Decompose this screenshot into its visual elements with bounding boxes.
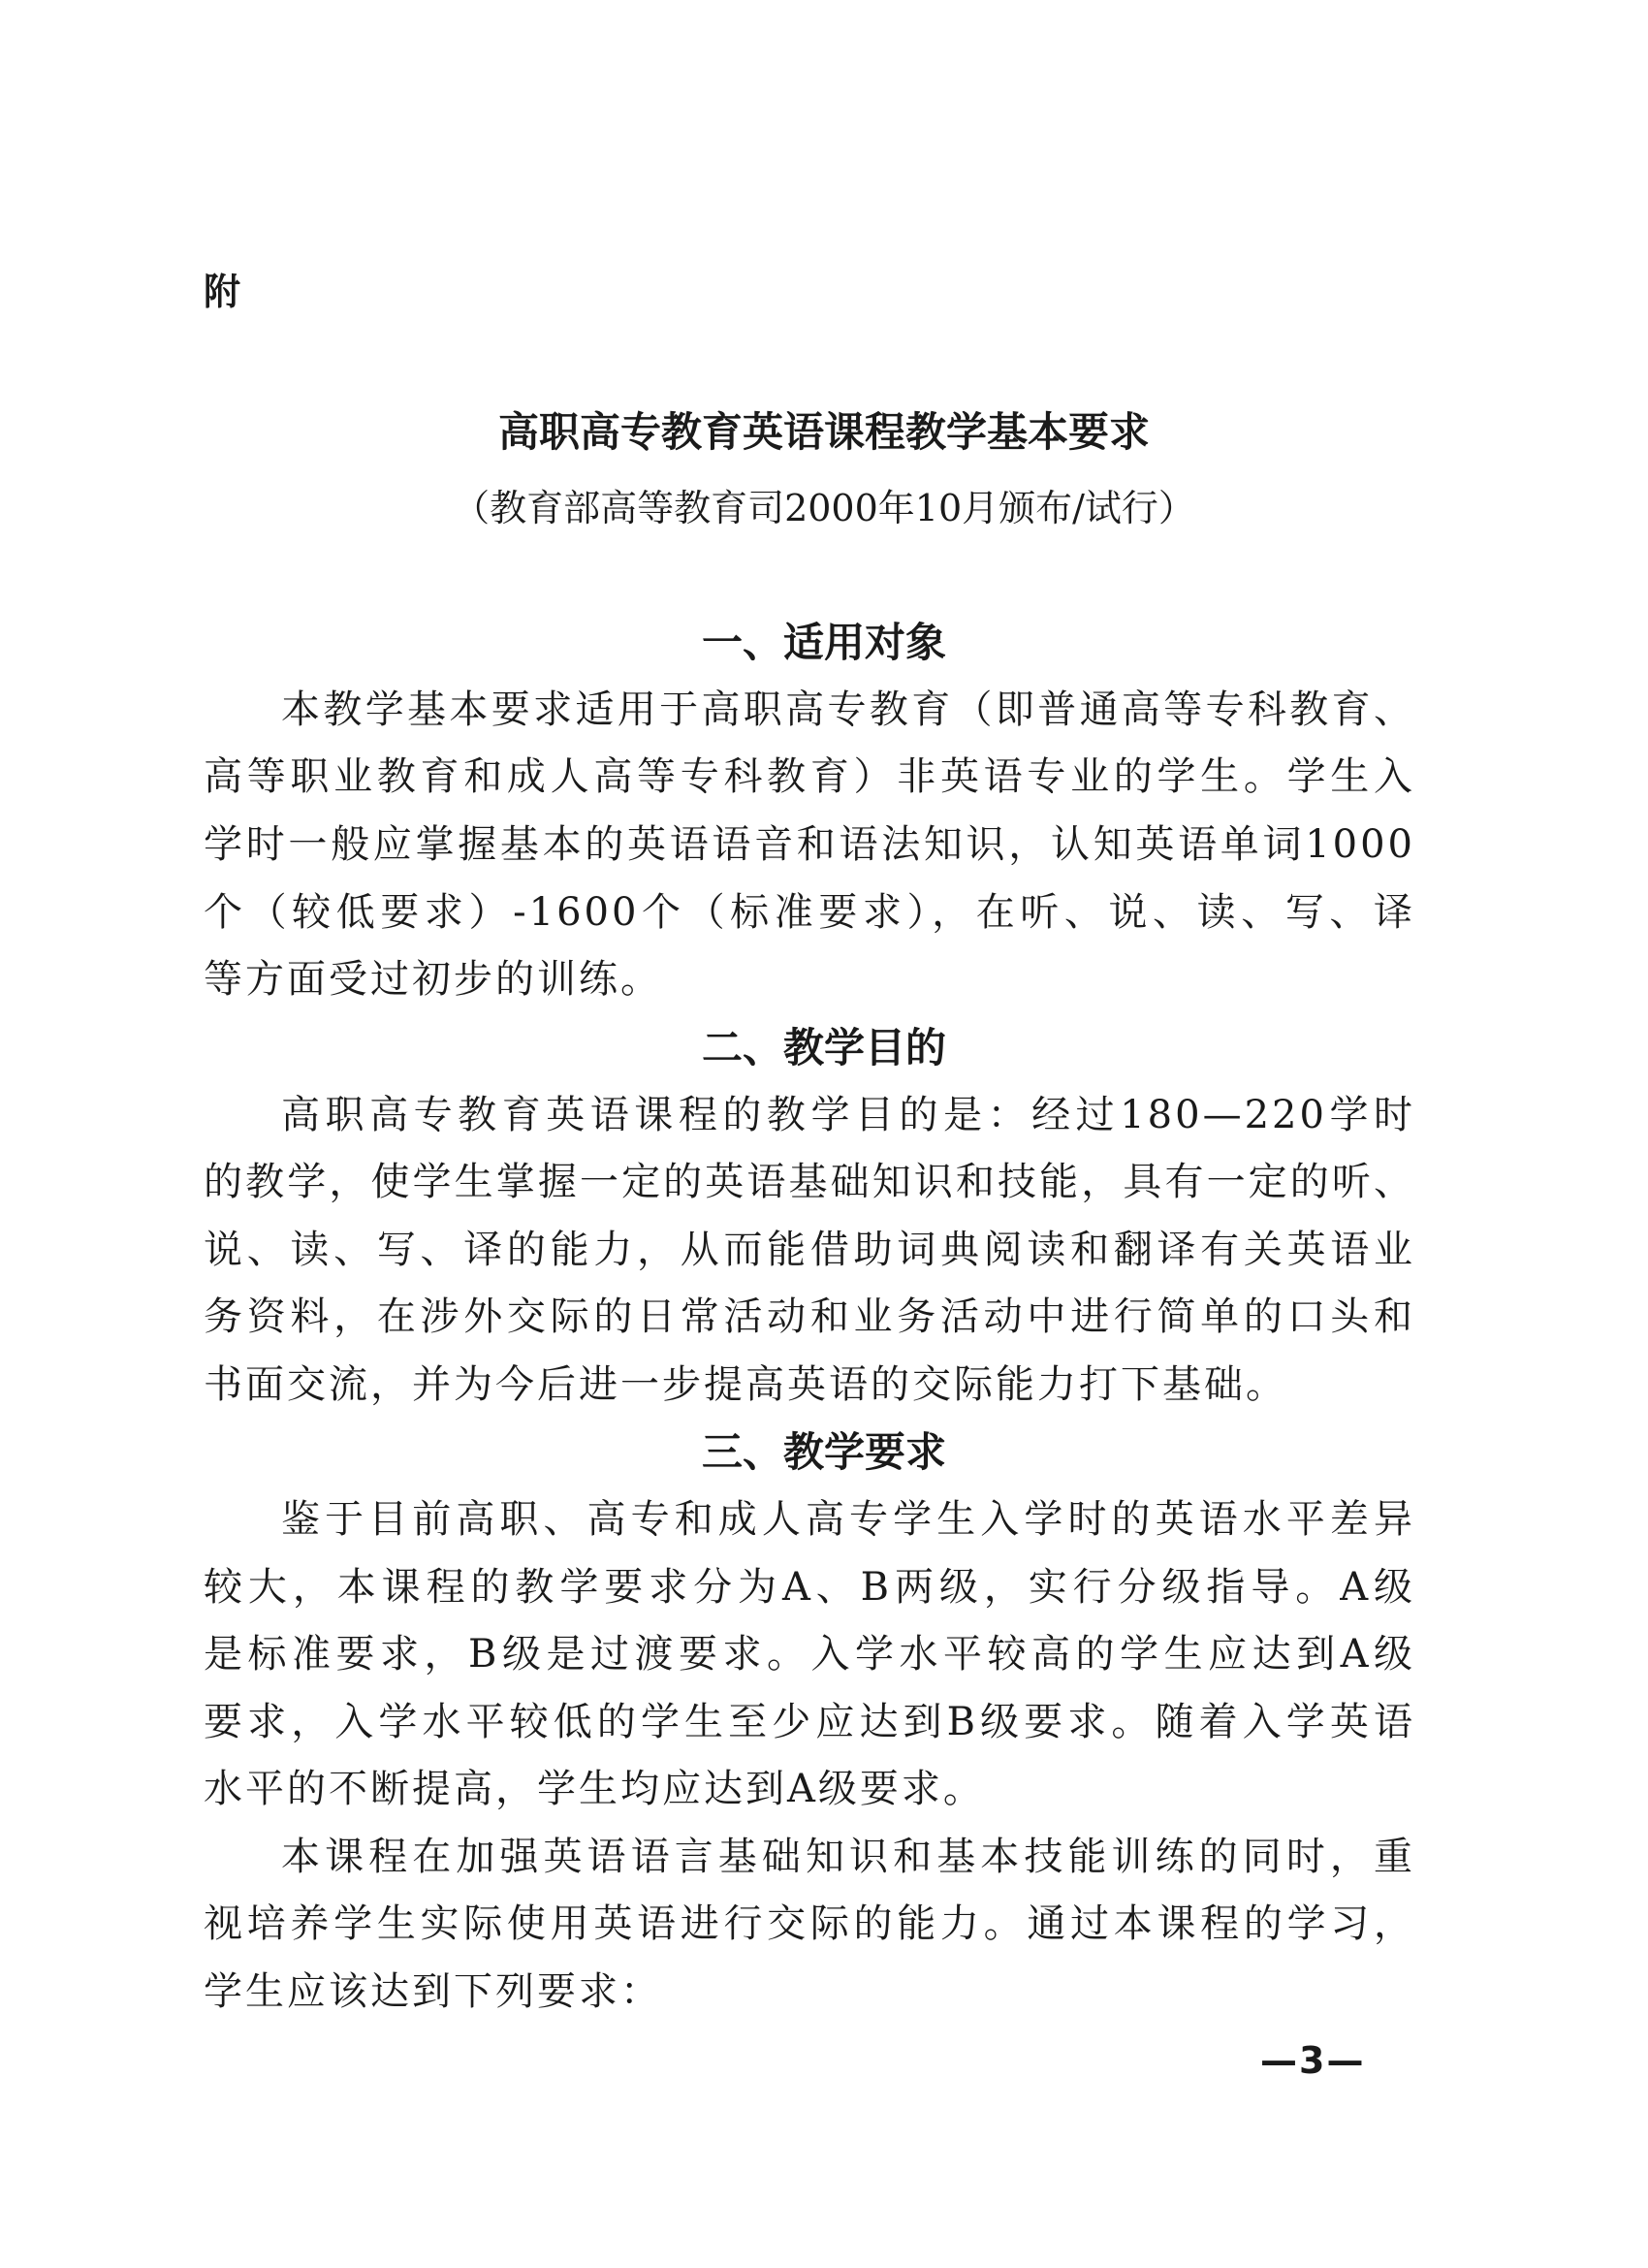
page-number: —3— [1260,2039,1366,2082]
section-heading-purpose: 二、教学目的 [701,1024,946,1071]
paragraph-line: 高等职业教育和成人高等专科教育）非英语专业的学生。学生入 [204,754,1415,799]
paragraph-line: 等方面受过初步的训练。 [204,957,662,1002]
paragraph-line: 视培养学生实际使用英语进行交际的能力。通过本课程的学习， [204,1901,1415,1946]
paragraph-line: 务资料，在涉外交际的日常活动和业务活动中进行简单的口头和 [204,1294,1415,1339]
paragraph-line: 书面交流，并为今后进一步提高英语的交际能力打下基础。 [204,1362,1287,1407]
paragraph-line: 高职高专教育英语课程的教学目的是：经过180—220学时 [281,1093,1415,1137]
paragraph-line: 要求，入学水平较低的学生至少应达到B级要求。随着入学英语 [204,1700,1415,1744]
paragraph-line: 较大，本课程的教学要求分为A、B两级，实行分级指导。A级 [204,1565,1415,1610]
paragraph-line: 鉴于目前高职、高专和成人高专学生入学时的英语水平差异 [281,1497,1415,1542]
section-heading-scope: 一、适用对象 [701,619,946,666]
paragraph-line: 学生应该达到下列要求： [204,1969,662,2014]
paragraph-line: 学时一般应掌握基本的英语语音和语法知识，认知英语单词1000 [204,822,1415,867]
document-subtitle: （教育部高等教育司2000年10月颁布/试行） [453,487,1195,529]
paragraph-line: 本教学基本要求适用于高职高专教育（即普通高等专科教育、 [281,687,1415,732]
paragraph-line: 说、读、写、译的能力，从而能借助词典阅读和翻译有关英语业 [204,1228,1415,1272]
paragraph-line: 个（较低要求）-1600个（标准要求），在听、说、读、写、译 [204,890,1415,935]
section-heading-requirements: 三、教学要求 [701,1428,946,1476]
paragraph-line: 水平的不断提高，学生均应达到A级要求。 [204,1767,985,1811]
paragraph-line: 本课程在加强英语语言基础知识和基本技能训练的同时，重 [281,1835,1415,1879]
document-title: 高职高专教育英语课程教学基本要求 [497,408,1150,456]
paragraph-line: 是标准要求，B级是过渡要求。入学水平较高的学生应达到A级 [204,1632,1415,1677]
attachment-label: 附 [204,271,241,313]
paragraph-line: 的教学，使学生掌握一定的英语基础知识和技能，具有一定的听、 [204,1160,1415,1204]
